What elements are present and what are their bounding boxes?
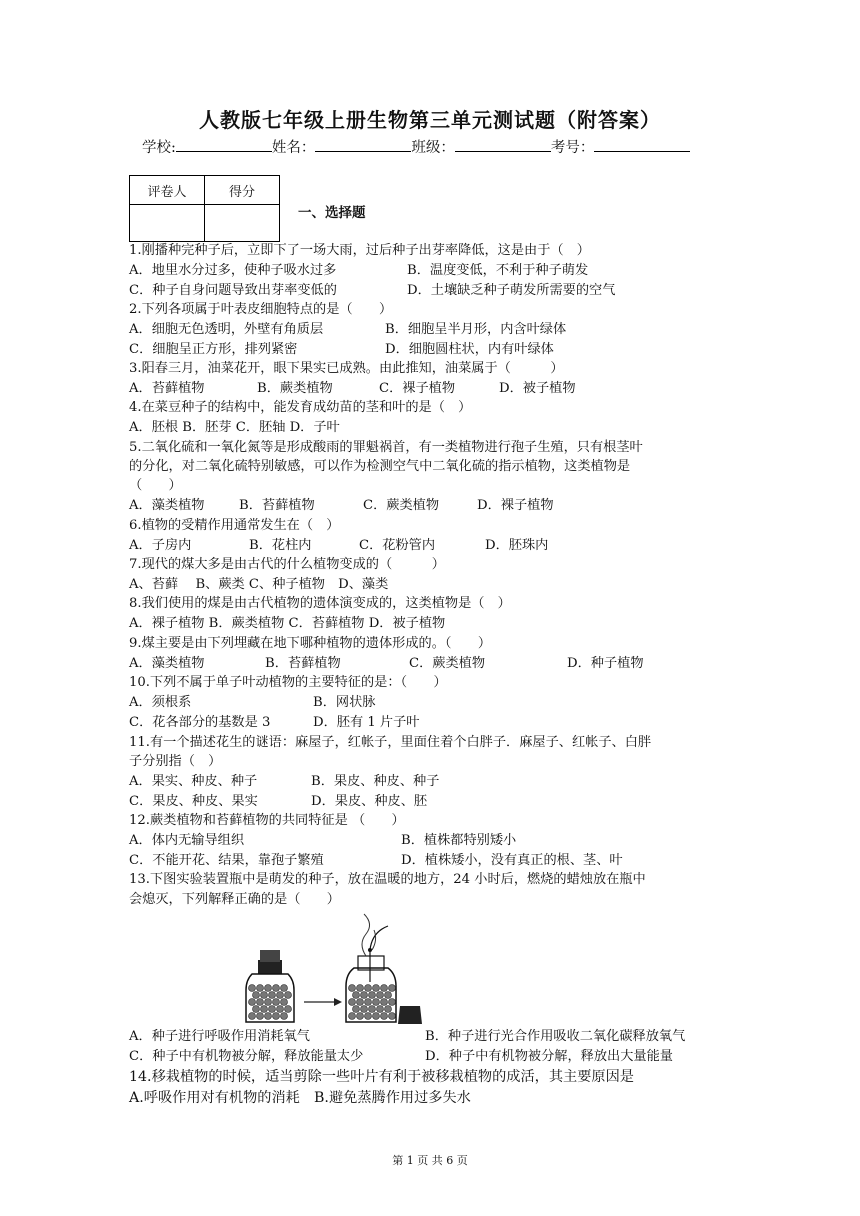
question-5-line-3: （ ） bbox=[129, 478, 182, 493]
option-c: C．蕨类植物 bbox=[409, 656, 486, 671]
option-a: A．藻类植物 bbox=[129, 498, 205, 513]
question-5-line-2: 的分化，对二氧化硫特别敏感，可以作为检测空气中二氧化硫的指示植物，这类植物是 bbox=[129, 459, 631, 474]
options-row: A.呼吸作用对有机物的消耗 B.避免蒸腾作用过多失水 bbox=[129, 1090, 471, 1106]
left-jar bbox=[246, 950, 294, 1022]
question-6: 6.植物的受精作用通常发生在（ ） bbox=[129, 518, 340, 533]
option-d: D．细胞圆柱状，内有叶绿体 bbox=[385, 342, 554, 357]
option-b: B．果皮、种皮、种子 bbox=[311, 774, 440, 789]
question-12: 12.蕨类植物和苔藓植物的共同特征是 （ ） bbox=[129, 813, 405, 828]
question-11-line-2: 子分别指（ ） bbox=[129, 754, 222, 769]
question-7: 7.现代的煤大多是由古代的什么植物变成的（ ） bbox=[129, 557, 445, 572]
option-a: A．种子进行呼吸作用消耗氧气 bbox=[129, 1029, 310, 1044]
option-b: B．蕨类植物 bbox=[257, 381, 333, 396]
option-d: D．果皮、种皮、胚 bbox=[311, 794, 428, 809]
option-c: C．不能开花、结果，靠孢子繁殖 bbox=[129, 853, 324, 868]
option-a: A．藻类植物 bbox=[129, 656, 205, 671]
question-5: 5.二氧化硫和一氧化氮等是形成酸雨的罪魁祸首，有一类植物进行孢子生殖，只有根茎叶 bbox=[129, 440, 643, 455]
option-d: D．种子植物 bbox=[567, 656, 644, 671]
school-label: 学校: bbox=[142, 140, 176, 156]
question-1: 1.刚播种完种子后，立即下了一场大雨，过后种子出芽率降低，这是由于（ ） bbox=[129, 243, 590, 258]
option-b: B．网状脉 bbox=[313, 695, 376, 710]
question-4: 4.在菜豆种子的结构中，能发育成幼苗的茎和叶的是（ ） bbox=[129, 400, 472, 415]
option-b: B．温度变低，不利于种子萌发 bbox=[407, 263, 589, 278]
name-label: 姓名： bbox=[271, 140, 316, 156]
score-header: 得分 bbox=[205, 176, 280, 205]
question-13: 13.下图实验装置瓶中是萌发的种子，放在温暖的地方，24 小时后，燃烧的蜡烛放在瓶中 bbox=[129, 872, 646, 887]
seed-jar-experiment-figure bbox=[238, 910, 428, 1026]
option-b: B．植株都特别矮小 bbox=[401, 833, 517, 848]
option-a: A．苔藓植物 bbox=[129, 381, 205, 396]
option-a: A．子房内 bbox=[129, 538, 192, 553]
question-13-line-2: 会熄灭，下列解释正确的是（ ） bbox=[129, 892, 340, 907]
section-heading: 一、选择题 bbox=[298, 205, 366, 221]
option-d: D．裸子植物 bbox=[477, 498, 554, 513]
question-3: 3.阳春三月，油菜花开，眼下果实已成熟。由此推知，油菜属于（ ） bbox=[129, 361, 564, 376]
student-info-line bbox=[142, 136, 690, 157]
class-blank[interactable] bbox=[455, 137, 551, 152]
option-a: A．果实、种皮、种子 bbox=[129, 774, 258, 789]
option-d: D．种子中有机物被分解，释放出大量能量 bbox=[425, 1049, 673, 1064]
question-9: 9.煤主要是由下列埋藏在地下哪种植物的遗体形成的。（ ） bbox=[129, 636, 492, 651]
option-c: C．种子自身问题导致出芽率变低的 bbox=[129, 283, 337, 298]
question-2: 2.下列各项属于叶表皮细胞特点的是（ ） bbox=[129, 302, 393, 317]
question-14: 14.移栽植物的时候，适当剪除一些叶片有利于被移栽植物的成活，其主要原因是 bbox=[129, 1069, 634, 1085]
right-jar bbox=[346, 914, 396, 1022]
options-row: A．胚根 B．胚芽 C．胚轴 D．子叶 bbox=[129, 420, 340, 435]
question-11: 11.有一个描述花生的谜语：麻屋子，红帐子，里面住着个白胖子．麻屋子、红帐子、白胖 bbox=[129, 735, 652, 750]
question-10: 10.下列不属于单子叶动植物的主要特征的是：（ ） bbox=[129, 675, 447, 690]
option-d: D．土壤缺乏种子萌发所需要的空气 bbox=[407, 283, 616, 298]
option-b: B．苔藓植物 bbox=[239, 498, 315, 513]
school-blank[interactable] bbox=[176, 137, 272, 152]
option-a: A．须根系 bbox=[129, 695, 192, 710]
option-c: C．蕨类植物 bbox=[363, 498, 440, 513]
class-label: 班级： bbox=[411, 140, 455, 156]
reviewer-cell[interactable] bbox=[130, 205, 205, 242]
exam-no-blank[interactable] bbox=[594, 137, 690, 152]
option-c: C．花各部分的基数是 3 bbox=[129, 715, 271, 730]
option-b: B．苔藓植物 bbox=[265, 656, 341, 671]
option-c: C．果皮、种皮、果实 bbox=[129, 794, 258, 809]
option-b: B．花柱内 bbox=[249, 538, 312, 553]
option-c: C．种子中有机物被分解，释放能量太少 bbox=[129, 1049, 364, 1064]
exam-no-label: 考号： bbox=[550, 140, 595, 156]
option-c: C．细胞呈正方形，排列紧密 bbox=[129, 342, 298, 357]
option-a: A．地里水分过多，使种子吸水过多 bbox=[129, 263, 337, 278]
option-b: B．细胞呈半月形，内含叶绿体 bbox=[385, 322, 567, 337]
option-d: D．胚有 1 片子叶 bbox=[313, 715, 420, 730]
option-a: A．体内无输导组织 bbox=[129, 833, 245, 848]
options-row: A、苔藓 B、蕨类 C、种子植物 D、藻类 bbox=[129, 577, 389, 592]
arrow-icon bbox=[304, 998, 342, 1006]
question-8: 8.我们使用的煤是由古代植物的遗体演变成的，这类植物是（ ） bbox=[129, 596, 511, 611]
name-blank[interactable] bbox=[315, 137, 411, 152]
score-table bbox=[129, 175, 280, 242]
option-d: D．植株矮小，没有真正的根、茎、叶 bbox=[401, 853, 623, 868]
option-b: B．种子进行光合作用吸收二氧化碳释放氧气 bbox=[425, 1029, 686, 1044]
option-d: D．被子植物 bbox=[499, 381, 576, 396]
page-title: 人教版七年级上册生物第三单元测试题（附答案） bbox=[199, 108, 661, 132]
option-a: A．细胞无色透明，外壁有角质层 bbox=[129, 322, 324, 337]
candle-holder bbox=[398, 1006, 422, 1024]
score-cell[interactable] bbox=[205, 205, 280, 242]
options-row: A．裸子植物 B．蕨类植物 C．苔藓植物 D．被子植物 bbox=[129, 616, 446, 631]
reviewer-header: 评卷人 bbox=[130, 176, 205, 205]
option-c: C．裸子植物 bbox=[379, 381, 456, 396]
option-d: D．胚珠内 bbox=[485, 538, 549, 553]
page-footer: 第 1 页 共 6 页 bbox=[392, 1154, 468, 1167]
option-c: C．花粉管内 bbox=[359, 538, 436, 553]
